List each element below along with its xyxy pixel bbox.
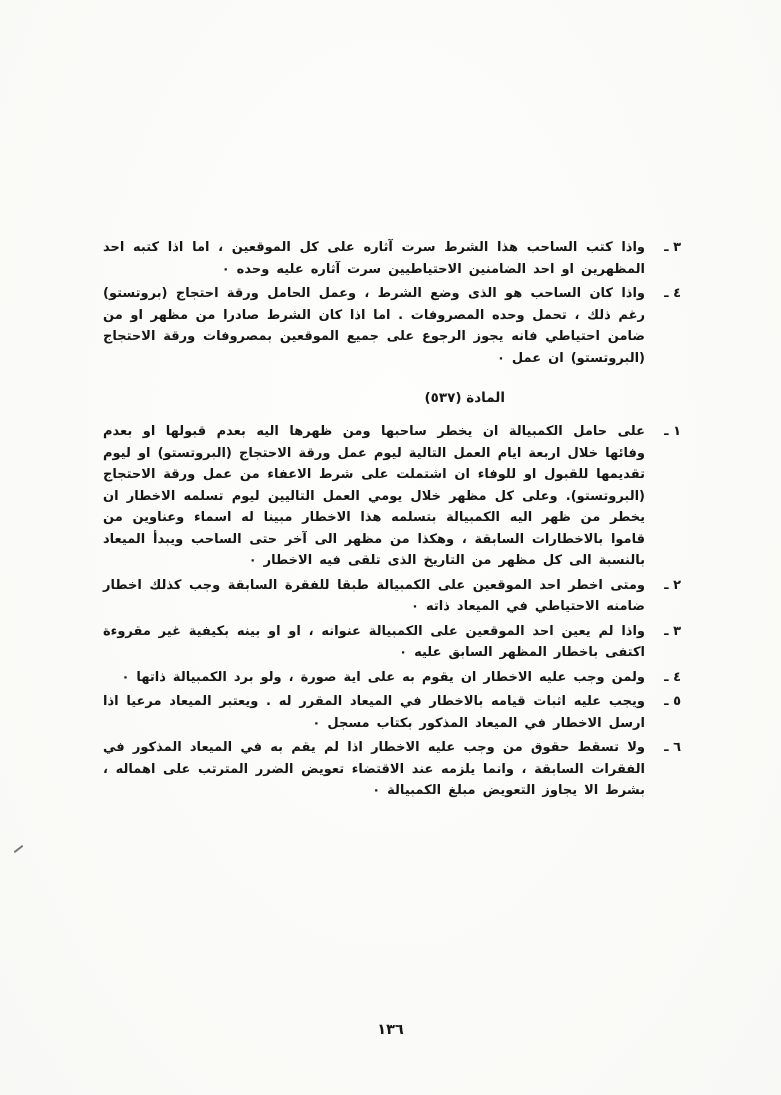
paragraph-text: ولا تسقط حقوق من وجب عليه الاخطار اذا لم يقم به في الميعاد المذكور في الفقرات السابقة ، وانما يلزمه عند الاقتضاء تعويض الضرر المترتب على اهماله ، بشرط الا يجاوز التعويض مبلغ الكمبيالة ٠	[103, 740, 645, 798]
numbered-paragraph	[103, 421, 681, 572]
paragraph-number: ٣ ـ	[664, 240, 681, 255]
paragraph-text: ومتى اخطر احد الموقعين على الكمبيالة طبقا للفقرة السابقة وجب كذلك اخطار ضامنه الاحتياطي في الميعاد ذاته ٠	[103, 577, 645, 614]
paragraph-text: واذا كتب الساحب هذا الشرط سرت آثاره على كل الموقعين ، اما اذا كتبه احد المظهرين او احد الضامنين الاحتياطيين سرت آثاره عليه وحده ٠	[103, 240, 645, 277]
paragraph-number: ١ ـ	[664, 424, 681, 439]
stray-pencil-mark	[14, 845, 24, 853]
paragraph-text: ولمن وجب عليه الاخطار ان يقوم به على اية صورة ، ولو برد الكمبيالة ذاتها ٠	[121, 669, 645, 685]
numbered-paragraph	[103, 691, 681, 734]
paragraph-text: ويجب عليه اثبات قيامه بالاخطار في الميعاد المقرر له . ويعتبر الميعاد مرعيا اذا ارسل الاخطار في الميعاد المذكور بكتاب مسجل ٠	[103, 694, 645, 731]
paragraph-text: واذا كان الساحب هو الذى وضع الشرط ، وعمل الحامل ورقة احتجاج (بروتستو) رغم ذلك ، تحمل وحده المصروفات . اما اذا كان الشرط صادرا من مظهر او من ضامن احتياطي فانه يجوز الرجوع على جميع الموقعين بمصروفات ورقة الاحتجاج (البروتستو) ان عمل ٠	[103, 286, 645, 366]
paragraph-text: على حامل الكمبيالة ان يخطر ساحبها ومن ظهرها اليه بعدم قبولها او بعدم وفائها خلال اربعة ايام العمل التالية ليوم عمل ورقة الاحتجاج (البروتستو) او ليوم تقديمها للقبول او للوفاء ان اشتملت على شرط الاعفاء من عمل ورقة الاحتجاج (البروتستو). وعلى كل مظهر خلال يومي العمل التاليين ليوم تسلمه الاخطار ان يخطر من ظهر اليه الكمبيالة بتسلمه هذا الاخطار مبينا له اسماء وعناوين من قاموا بالاخطارات السابقة ، وهكذا من مظهر الى آخر حتى الساحب ويبدأ الميعاد بالنسبة الى كل مظهر من التاريخ الذى تلقى فيه الاخطار ٠	[103, 424, 645, 568]
numbered-paragraph	[103, 621, 681, 664]
numbered-paragraph	[103, 737, 681, 802]
paragraph-number: ٣ ـ	[664, 623, 681, 639]
article-heading: المادة (٥٣٧)	[424, 390, 505, 406]
numbered-paragraph	[103, 667, 681, 689]
page-number: ١٣٦	[377, 1022, 404, 1038]
paragraph-number: ٤ ـ	[664, 669, 681, 685]
numbered-paragraph	[103, 237, 681, 280]
numbered-paragraph	[103, 575, 681, 618]
paragraph-number: ٤ ـ	[664, 286, 681, 301]
numbered-paragraph	[103, 283, 681, 369]
paragraph-number: ٥ ـ	[664, 694, 681, 709]
text-block	[103, 237, 681, 805]
paragraph-number: ٢ ـ	[664, 577, 681, 593]
paragraph-text: واذا لم يعين احد الموقعين على الكمبيالة عنوانه ، او او بينه بكيفية غير مقروءة اكتفى باخطار المظهر السابق عليه ٠	[103, 623, 645, 660]
paragraph-number: ٦ ـ	[664, 740, 681, 755]
